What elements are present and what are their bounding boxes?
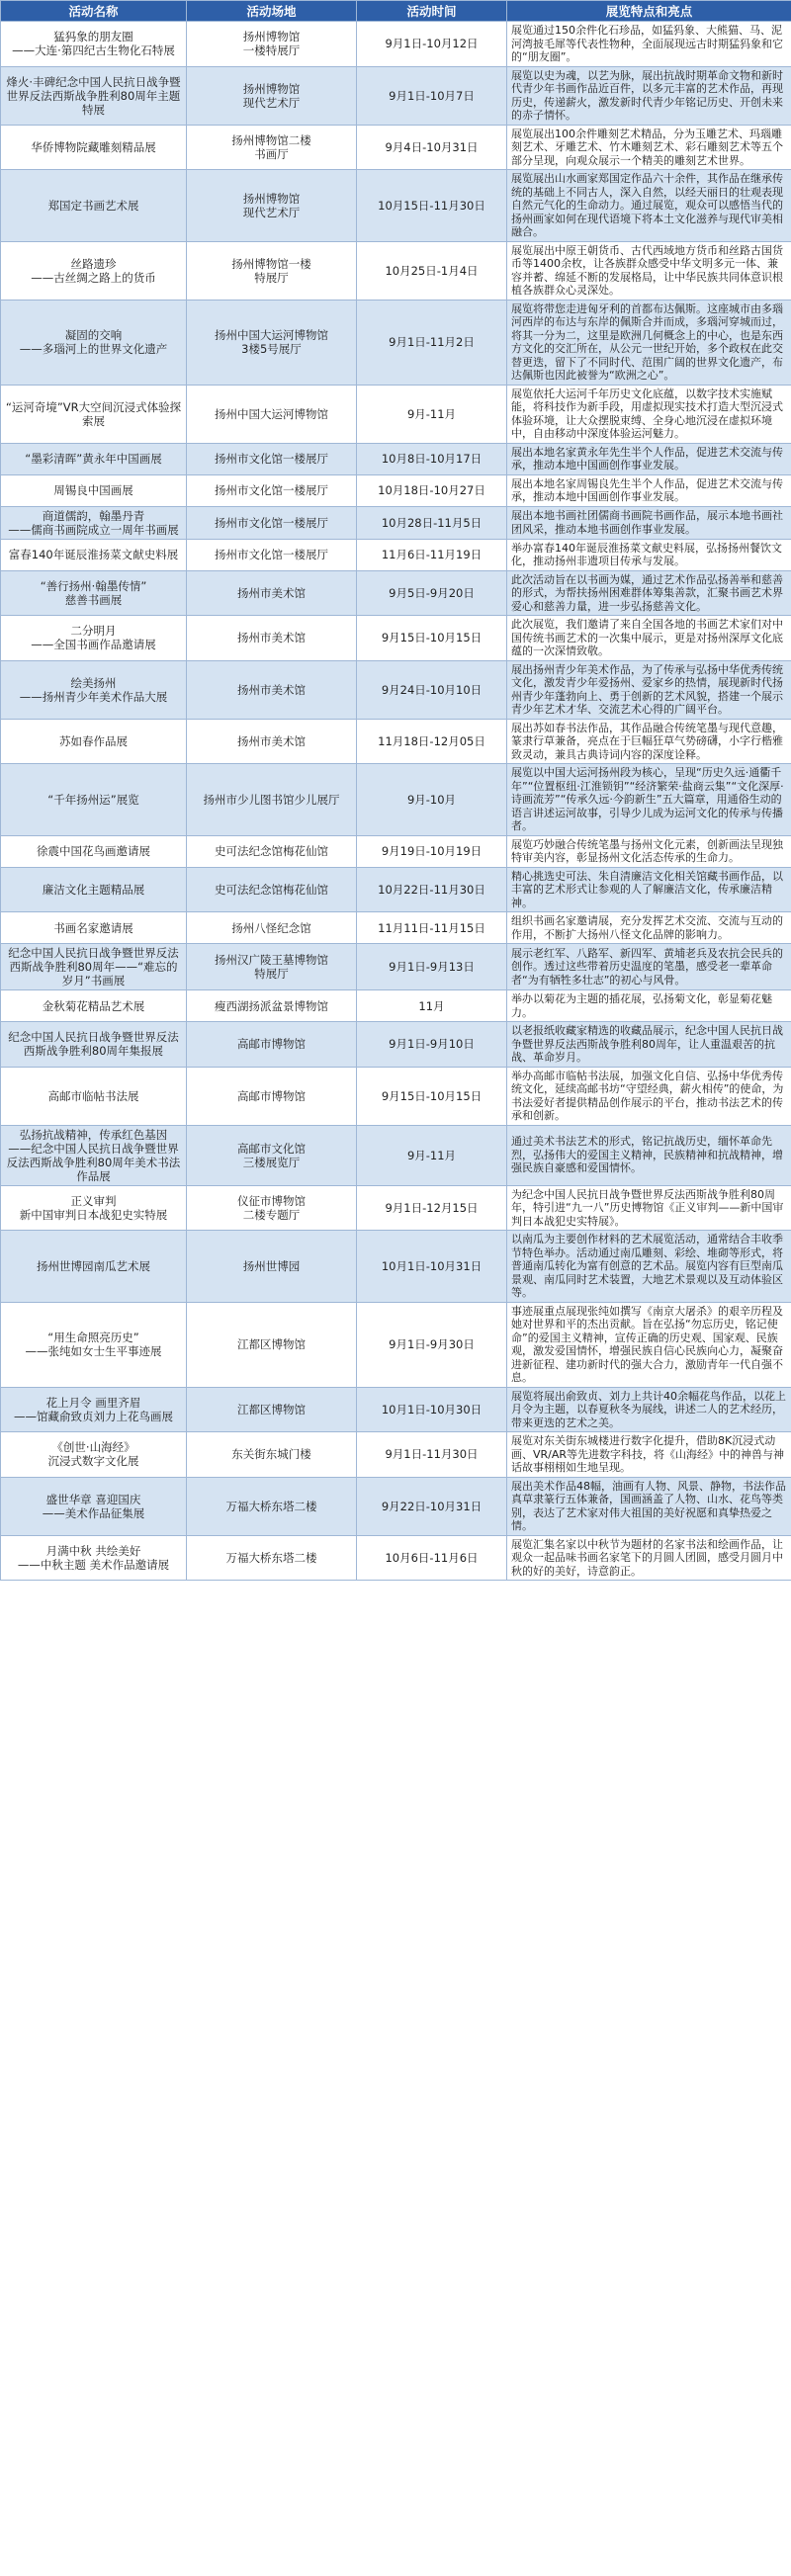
cell-highlights: 事迹展重点展现张纯如撰写《南京大屠杀》的艰辛历程及她对世界和平的杰出贡献。旨在弘扬“勿忘历史，铭记使命”的爱国主义精神，宣传正确的历史观、国家观、民族观，激发爱国情怀，增强民族自信心民族向心力，凝聚奋进新征程、建功新时代的强大合力，激励青年一代自强不息。 xyxy=(507,1302,791,1387)
table-row xyxy=(1,1125,791,1185)
cell-activity-name: 绘美扬州 ——扬州青少年美术作品大展 xyxy=(1,660,187,719)
cell-venue: 扬州市文化馆一楼展厅 xyxy=(187,474,357,506)
cell-activity-name: 金秋菊花精品艺术展 xyxy=(1,990,187,1022)
cell-venue: 扬州博物馆二楼 书画厅 xyxy=(187,125,357,170)
cell-time: 10月28日-11月5日 xyxy=(357,506,507,539)
cell-activity-name: “运河奇境”VR大空间沉浸式体验探索展 xyxy=(1,385,187,443)
cell-highlights: 展览以中国大运河扬州段为核心，呈现“历史久远·通衢千年”“位置枢纽·江淮锁钥”“经济繁荣·盐商云集”“文化深厚·诗画流芳”“传承久远·今韵新生”五大篇章，用通俗生动的语言讲述运河故事，引导少儿成为运河文化的传承与传播者。 xyxy=(507,764,791,836)
cell-time: 10月18日-10月27日 xyxy=(357,474,507,506)
cell-venue: 扬州博物馆 一楼特展厅 xyxy=(187,22,357,67)
table-body xyxy=(1,22,791,1581)
cell-venue: 万福大桥东塔二楼 xyxy=(187,1535,357,1581)
cell-activity-name: 纪念中国人民抗日战争暨世界反法西斯战争胜利80周年集报展 xyxy=(1,1022,187,1068)
cell-activity-name: 周锡良中国画展 xyxy=(1,474,187,506)
table-row xyxy=(1,764,791,836)
cell-highlights: 以老报纸收藏家精选的收藏品展示，纪念中国人民抗日战争暨世界反法西斯战争胜利80周年，让人重温艰苦的抗战、革命岁月。 xyxy=(507,1022,791,1068)
cell-time: 9月-11月 xyxy=(357,1125,507,1185)
cell-venue: 高邮市文化馆 三楼展览厅 xyxy=(187,1125,357,1185)
cell-activity-name: 商道儒韵，翰墨丹青 ——儒商书画院成立一周年书画展 xyxy=(1,506,187,539)
cell-venue: 扬州中国大运河博物馆 3楼5号展厅 xyxy=(187,300,357,385)
cell-activity-name: “墨彩清晖”黄永年中国画展 xyxy=(1,443,187,474)
cell-venue: 高邮市博物馆 xyxy=(187,1067,357,1125)
table-row xyxy=(1,443,791,474)
cell-time: 9月1日-10月7日 xyxy=(357,66,507,125)
cell-activity-name: 书画名家邀请展 xyxy=(1,912,187,944)
cell-highlights: 展览对东关街东城楼进行数字化提升，借助8K沉浸式动画、VR/AR等先进数字科技，将《山海经》中的神兽与神话故事栩栩如生地呈现。 xyxy=(507,1432,791,1478)
cell-time: 9月4日-10月31日 xyxy=(357,125,507,170)
cell-venue: 江都区博物馆 xyxy=(187,1302,357,1387)
cell-venue: 扬州市文化馆一楼展厅 xyxy=(187,506,357,539)
cell-activity-name: 廉洁文化主题精品展 xyxy=(1,867,187,912)
cell-time: 9月19日-10月19日 xyxy=(357,835,507,867)
cell-highlights: 展览依托大运河千年历史文化底蕴，以数字技术实施赋能，将科技作为新手段，用虚拟现实技术打造大型沉浸式体验环境，让大众摆脱束缚、全身心地沉浸在虚拟环境中，自由移动中深度体验运河魅力。 xyxy=(507,385,791,443)
cell-venue: 扬州八怪纪念馆 xyxy=(187,912,357,944)
cell-highlights: 展出扬州青少年美术作品，为了传承与弘扬中华优秀传统文化，激发青少年爱扬州、爱家乡的热情，展现新时代扬州青少年蓬勃向上、勇于创新的艺术风貌，搭建一个展示青少年艺术才华、交流艺术心得的广阔平台。 xyxy=(507,660,791,719)
cell-activity-name: 猛犸象的朋友圈 ——大连·第四纪古生物化石特展 xyxy=(1,22,187,67)
table-row xyxy=(1,1477,791,1535)
cell-activity-name: 富春140年诞辰淮扬菜文献史料展 xyxy=(1,539,187,570)
cell-highlights: 以南瓜为主要创作材料的艺术展览活动，通常结合丰收季节特色举办。活动通过南瓜雕刻、彩绘、堆砌等形式，将普通南瓜转化为富有创意的艺术品。展览内容有巨型南瓜景观、南瓜同时艺术装置，大地艺术景观以及互动体验区等。 xyxy=(507,1231,791,1303)
cell-time: 9月22日-10月31日 xyxy=(357,1477,507,1535)
table-row xyxy=(1,1302,791,1387)
cell-highlights: 展出本地名家黄永年先生半个人作品，促进艺术交流与传承，推动本地中国画创作事业发展。 xyxy=(507,443,791,474)
table-row xyxy=(1,867,791,912)
cell-highlights: 展示老红军、八路军、新四军、黄埔老兵及农抗会民兵的创作。透过这些带着历史温度的笔墨，感受老一辈革命者“为有牺牲多壮志”的初心与风骨。 xyxy=(507,944,791,990)
table-row xyxy=(1,1387,791,1432)
cell-activity-name: 《创世·山海经》 沉浸式数字文化展 xyxy=(1,1432,187,1478)
cell-activity-name: 纪念中国人民抗日战争暨世界反法西斯战争胜利80周年——“难忘的岁月”书画展 xyxy=(1,944,187,990)
cell-activity-name: “千年扬州运”展览 xyxy=(1,764,187,836)
cell-venue: 东关街东城门楼 xyxy=(187,1432,357,1478)
cell-highlights: 展出美术作品48幅，油画有人物、风景、静物，书法作品真草隶篆行五体兼备，国画涵盖了人物、山水、花鸟等类别，表达了艺术家对伟大祖国的美好祝愿和真挚热爱之情。 xyxy=(507,1477,791,1535)
table-row xyxy=(1,1535,791,1581)
cell-time: 9月1日-10月12日 xyxy=(357,22,507,67)
cell-activity-name: 华侨博物院藏雕刻精品展 xyxy=(1,125,187,170)
cell-activity-name: 盛世华章 喜迎国庆 ——美术作品征集展 xyxy=(1,1477,187,1535)
table-row xyxy=(1,66,791,125)
table-row xyxy=(1,990,791,1022)
cell-activity-name: 正义审判 新中国审判日本战犯史实特展 xyxy=(1,1185,187,1231)
cell-venue: 扬州市文化馆一楼展厅 xyxy=(187,539,357,570)
cell-highlights: 精心挑选史可法、朱自清廉洁文化相关馆藏书画作品，以丰富的艺术形式让参观的人了解廉洁文化，传承廉洁精神。 xyxy=(507,867,791,912)
cell-time: 9月1日-9月10日 xyxy=(357,1022,507,1068)
cell-highlights: 展览展出中原王朝货币、古代西域地方货币和丝路古国货币等1400余枚，让各族群众感受中华文明多元一体、兼容并蓄、绵延不断的发展格局，让中华民族共同体意识根植各族群众心灵深处。 xyxy=(507,241,791,300)
cell-venue: 扬州市美术馆 xyxy=(187,570,357,616)
header-time: 活动时间 xyxy=(357,1,507,22)
cell-highlights: 此次展览，我们邀请了来自全国各地的书画艺术家们对中国传统书画艺术的一次集中展示，更是对扬州深厚文化底蕴的一次深情致敬。 xyxy=(507,616,791,661)
cell-activity-name: “善行扬州·翰墨传情” 慈善书画展 xyxy=(1,570,187,616)
cell-activity-name: 花上月令 画里齐眉 ——馆藏俞致贞刘力上花鸟画展 xyxy=(1,1387,187,1432)
cell-activity-name: 扬州世博园南瓜艺术展 xyxy=(1,1231,187,1303)
cell-time: 10月25日-1月4日 xyxy=(357,241,507,300)
cell-time: 10月1日-10月30日 xyxy=(357,1387,507,1432)
header-venue: 活动场地 xyxy=(187,1,357,22)
cell-venue: 扬州汉广陵王墓博物馆 特展厅 xyxy=(187,944,357,990)
cell-venue: 扬州市少儿图书馆少儿展厅 xyxy=(187,764,357,836)
table-row xyxy=(1,912,791,944)
cell-activity-name: 二分明月 ——全国书画作品邀请展 xyxy=(1,616,187,661)
table-row xyxy=(1,616,791,661)
cell-time: 9月1日-12月15日 xyxy=(357,1185,507,1231)
cell-activity-name: 徐震中国花鸟画邀请展 xyxy=(1,835,187,867)
cell-activity-name: 弘扬抗战精神，传承红色基因 ——纪念中国人民抗日战争暨世界反法西斯战争胜利80周年美术书法作品展 xyxy=(1,1125,187,1185)
cell-time: 11月11日-11月15日 xyxy=(357,912,507,944)
cell-time: 10月15日-11月30日 xyxy=(357,170,507,242)
cell-activity-name: 郑国定书画艺术展 xyxy=(1,170,187,242)
cell-venue: 仪征市博物馆 二楼专题厅 xyxy=(187,1185,357,1231)
table-header-row xyxy=(1,1,791,22)
cell-time: 10月22日-11月30日 xyxy=(357,867,507,912)
table-row xyxy=(1,1185,791,1231)
table-row xyxy=(1,719,791,764)
cell-time: 9月24日-10月10日 xyxy=(357,660,507,719)
table-row xyxy=(1,570,791,616)
cell-highlights: 展出苏如春书法作品，其作品融合传统笔墨与现代意趣，篆隶行草兼备，亮点在于巨幅狂草气势磅礴，小字行楷雅致灵动，兼具古典诗词内容的深度诠释。 xyxy=(507,719,791,764)
table-row xyxy=(1,300,791,385)
cell-highlights: 展出本地书画社团儒商书画院书画作品，展示本地书画社团风采，推动本地书画创作事业发展。 xyxy=(507,506,791,539)
cell-venue: 扬州市美术馆 xyxy=(187,616,357,661)
cell-venue: 扬州博物馆一楼 特展厅 xyxy=(187,241,357,300)
cell-time: 11月6日-11月19日 xyxy=(357,539,507,570)
cell-venue: 扬州博物馆 现代艺术厅 xyxy=(187,66,357,125)
cell-activity-name: 苏如春作品展 xyxy=(1,719,187,764)
cell-activity-name: 丝路遗珍 ——古丝绸之路上的货币 xyxy=(1,241,187,300)
cell-venue: 高邮市博物馆 xyxy=(187,1022,357,1068)
cell-venue: 扬州中国大运河博物馆 xyxy=(187,385,357,443)
cell-highlights: 举办以菊花为主题的插花展，弘扬菊文化，彰显菊花魅力。 xyxy=(507,990,791,1022)
table-row xyxy=(1,22,791,67)
cell-highlights: 组织书画名家邀请展，充分发挥艺术交流、交流与互动的作用，不断扩大扬州八怪文化品牌的影响力。 xyxy=(507,912,791,944)
cell-venue: 扬州市美术馆 xyxy=(187,719,357,764)
table-row xyxy=(1,539,791,570)
table-row xyxy=(1,1231,791,1303)
table-row xyxy=(1,385,791,443)
cell-venue: 史可法纪念馆梅花仙馆 xyxy=(187,867,357,912)
cell-venue: 扬州市美术馆 xyxy=(187,660,357,719)
table-row xyxy=(1,835,791,867)
cell-highlights: 展览通过150余件化石珍品，如猛犸象、大熊猫、马、泥河湾披毛犀等代表性物种，全面展现远古时期猛犸象和它的“朋友圈”。 xyxy=(507,22,791,67)
cell-activity-name: 烽火·丰碑纪念中国人民抗日战争暨世界反法西斯战争胜利80周年主题特展 xyxy=(1,66,187,125)
header-activity-name: 活动名称 xyxy=(1,1,187,22)
cell-highlights: 展览将带您走进匈牙利的首都布达佩斯。这座城市由多瑙河西岸的布达与东岸的佩斯合并而成，多瑙河穿城而过，将其一分为二，这里是欧洲几何概念上的中心，也是东西方文化的交汇所在，从公元一世纪开始，多个政权在此交替更迭，留下了不同时代、范围广阔的世界文化遗产，布达佩斯也因此被誉为“欧洲之心”。 xyxy=(507,300,791,385)
cell-highlights: 展览巧妙融合传统笔墨与扬州文化元素，创新画法呈现独特审美内容，彰显扬州文化活态传承的生命力。 xyxy=(507,835,791,867)
cell-venue: 万福大桥东塔二楼 xyxy=(187,1477,357,1535)
cell-venue: 江都区博物馆 xyxy=(187,1387,357,1432)
cell-venue: 扬州市文化馆一楼展厅 xyxy=(187,443,357,474)
cell-venue: 瘦西湖扬派盆景博物馆 xyxy=(187,990,357,1022)
cell-time: 10月6日-11月6日 xyxy=(357,1535,507,1581)
cell-time: 9月-10月 xyxy=(357,764,507,836)
cell-highlights: 展览汇集名家以中秋节为题材的名家书法和绘画作品，让观众一起品味书画名家笔下的月圆人团圆，感受月圆月中秋的好的美好，诗意韵正。 xyxy=(507,1535,791,1581)
cell-activity-name: “用生命照亮历史” ——张纯如女士生平事迹展 xyxy=(1,1302,187,1387)
table-row xyxy=(1,125,791,170)
cell-activity-name: 月满中秋 共绘美好 ——中秋主题 美术作品邀请展 xyxy=(1,1535,187,1581)
cell-highlights: 此次活动旨在以书画为媒，通过艺术作品弘扬善举和慈善的形式，为帮扶扬州困难群体筹集善款，汇聚书画艺术界爱心和慈善力量，进一步弘扬慈善文化。 xyxy=(507,570,791,616)
cell-venue: 扬州博物馆 现代艺术厅 xyxy=(187,170,357,242)
cell-highlights: 通过美术书法艺术的形式，铭记抗战历史，缅怀革命先烈，弘扬伟大的爱国主义精神，民族精神和抗战精神，增强民族自豪感和爱国情怀。 xyxy=(507,1125,791,1185)
table-row xyxy=(1,170,791,242)
cell-time: 9月1日-9月30日 xyxy=(357,1302,507,1387)
cell-time: 10月1日-10月31日 xyxy=(357,1231,507,1303)
cell-time: 9月15日-10月15日 xyxy=(357,1067,507,1125)
cell-time: 9月1日-11月2日 xyxy=(357,300,507,385)
cell-venue: 扬州世博园 xyxy=(187,1231,357,1303)
table-row xyxy=(1,1067,791,1125)
table-row xyxy=(1,944,791,990)
table-row xyxy=(1,474,791,506)
cell-time: 10月8日-10月17日 xyxy=(357,443,507,474)
table-row xyxy=(1,506,791,539)
cell-time: 11月 xyxy=(357,990,507,1022)
cell-time: 9月1日-9月13日 xyxy=(357,944,507,990)
cell-time: 11月18日-12月05日 xyxy=(357,719,507,764)
cell-highlights: 举办富春140年诞辰淮扬菜文献史料展，弘扬扬州餐饮文化，推动扬州非遗项目传承与发展。 xyxy=(507,539,791,570)
cell-time: 9月5日-9月20日 xyxy=(357,570,507,616)
cell-highlights: 展览展出100余件雕刻艺术精品，分为玉雕艺术、玛瑙雕刻艺术、牙雕艺术、竹木雕刻艺术、彩石雕刻艺术等五个部分呈现，向观众展示一个精美的雕刻艺术世界。 xyxy=(507,125,791,170)
cell-activity-name: 高邮市临帖书法展 xyxy=(1,1067,187,1125)
table-row xyxy=(1,1022,791,1068)
cell-time: 9月1日-11月30日 xyxy=(357,1432,507,1478)
cell-time: 9月15日-10月15日 xyxy=(357,616,507,661)
cell-time: 9月-11月 xyxy=(357,385,507,443)
cell-venue: 史可法纪念馆梅花仙馆 xyxy=(187,835,357,867)
cell-highlights: 为纪念中国人民抗日战争暨世界反法西斯战争胜利80周年，特引进“九一八”历史博物馆《正义审判——新中国审判日本战犯史实特展》。 xyxy=(507,1185,791,1231)
cell-activity-name: 凝固的交响 ——多瑙河上的世界文化遗产 xyxy=(1,300,187,385)
cell-highlights: 展览展出山水画家郑国定作品六十余件，其作品在继承传统的基础上不同古人，深入自然，以经天丽日的壮观表现自然元气化的生命动力。通过展览，观众可以感悟当代的扬州画家如何在现代语境下将本土文化滋养与现代审美相融合。 xyxy=(507,170,791,242)
header-highlights: 展览特点和亮点 xyxy=(507,1,791,22)
table-row xyxy=(1,1432,791,1478)
table-row xyxy=(1,660,791,719)
table-row xyxy=(1,241,791,300)
cell-highlights: 举办高邮市临帖书法展，加强文化自信、弘扬中华优秀传统文化，延续高邮书坊“守望经典，薪火相传”的使命，为书法爱好者提供精品创作展示的平台，推动书法艺术的传承和创新。 xyxy=(507,1067,791,1125)
cell-highlights: 展览将展出俞致贞、刘力上共计40余幅花鸟作品，以花上月令为主题，以春夏秋冬为展线，讲述二人的艺术经历，带来更迭的艺术之美。 xyxy=(507,1387,791,1432)
cell-highlights: 展览以史为魂，以艺为脉，展出抗战时期革命文物和新时代青少年书画作品近百件，以多元丰富的艺术作品，再现历史，传递薪火，激发新时代青少年铭记历史、开创未来的赤子情怀。 xyxy=(507,66,791,125)
cell-highlights: 展出本地名家周锡良先生半个人作品，促进艺术交流与传承，推动本地中国画创作事业发展。 xyxy=(507,474,791,506)
